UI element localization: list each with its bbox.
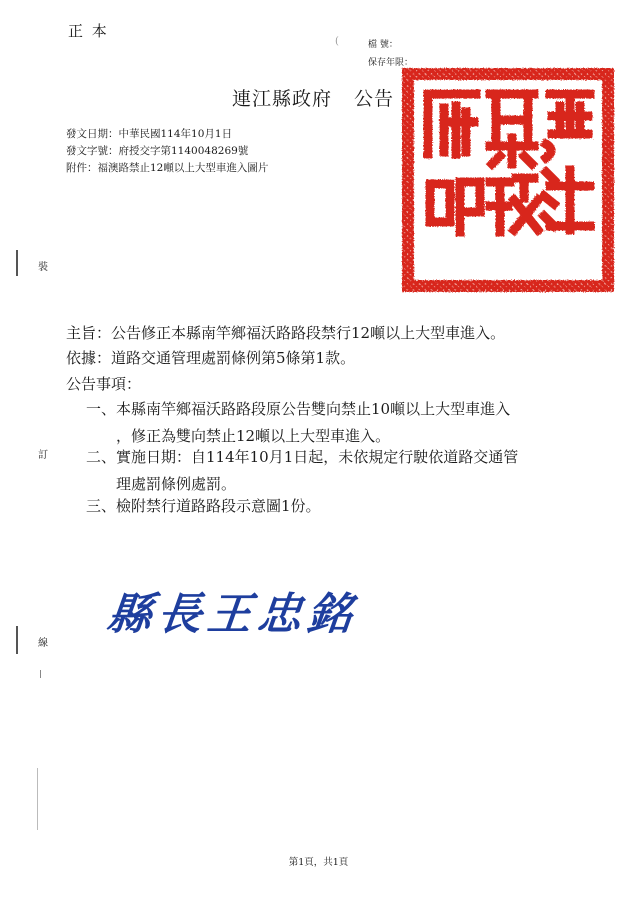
item-text-line: 本縣南竿鄉福沃路路段原公告雙向禁止10噸以上大型車進入 [116, 400, 511, 418]
item-text-line: 檢附禁行道路路段示意圖1份。 [116, 497, 321, 515]
item-number: 三、 [86, 497, 117, 515]
binding-mark-top: 裝 [38, 262, 48, 273]
magistrate-signature: 縣長王忠銘 [104, 589, 361, 640]
subject-line: 主旨：公告修正本縣南竿鄉福沃路路段禁行12噸以上大型車進入。 [66, 324, 506, 342]
scan-speck [40, 670, 41, 678]
scan-line [37, 768, 38, 830]
items-header: 公告事項： [66, 375, 142, 393]
attachment-line: 附件：福澳路禁止12噸以上大型車進入圖片 [66, 162, 269, 174]
item-number: 一、 [86, 400, 117, 418]
agency-name: 連江縣政府 [232, 88, 333, 110]
binding-line-top [16, 250, 18, 276]
basis-line: 依據：道路交通管理處罰條例第5條第1款。 [66, 349, 356, 367]
binding-line-bottom [16, 626, 18, 654]
official-seal [400, 66, 616, 294]
page-footer: 第1頁，共1頁 [288, 857, 349, 868]
file-number-label: 檔 號： [368, 40, 398, 50]
document-info [66, 126, 268, 177]
retention-label: 保存年限： [368, 58, 414, 68]
item-text-line: 理處罰條例處罰。 [116, 475, 237, 493]
binding-mark-middle: 訂 [38, 450, 48, 461]
binding-mark-bottom: 線 [38, 638, 48, 649]
document-title [232, 84, 394, 111]
item-text-line: ，修正為雙向禁止12噸以上大型車進入。 [116, 427, 391, 445]
document-type: 公告 [354, 88, 395, 110]
document-number: 發文字號：府授交字第1140048269號 [66, 145, 249, 157]
scan-mark: ( [335, 36, 339, 47]
item-number: 二、 [86, 448, 117, 466]
copy-mark: 正 本 [68, 22, 109, 40]
item-text-line: 實施日期：自114年10月1日起，未依規定行駛依道路交通管 [116, 448, 519, 466]
issue-date: 發文日期：中華民國114年10月1日 [66, 128, 233, 140]
